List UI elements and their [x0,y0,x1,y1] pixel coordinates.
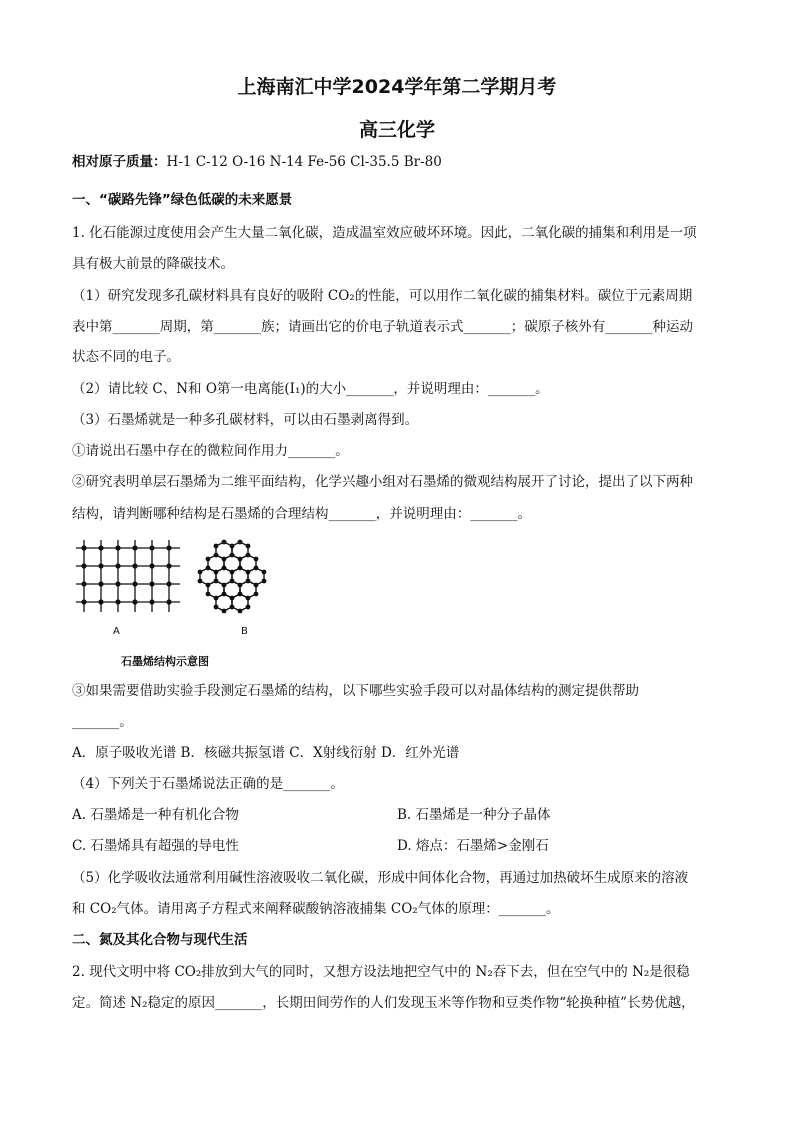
q1-part1-line3: 状态不同的电子。 [72,349,180,365]
figure-b-label: B [241,626,248,637]
q1-part4-option-d: D. 熔点：石墨烯>金刚石 [397,838,549,854]
q1-part4-option-c: C. 石墨烯具有超强的导电性 [72,838,239,854]
q1-part3-sub3-options: A．原子吸收光谱 B．核磁共振氢谱 C．X射线衍射 D．红外光谱 [72,745,460,761]
q1-part3-sub3-line2: _______。 [72,714,133,730]
q2-text-line1: 2. 现代文明中将 CO₂排放到大气的同时，又想方设法地把空气中的 N₂吞下去，但在空气中的 N₂是很稳 [72,964,690,980]
graphene-structure-a-figure [76,540,180,612]
exam-subject: 高三化学 [358,119,435,141]
q1-part4-option-a: A. 石墨烯是一种有机化合物 [72,807,239,823]
section2-heading: 二、氮及其化合物与现代生活 [72,932,248,948]
atomic-mass-line [72,152,722,172]
q1-part5-line1: （5）化学吸收法通常利用碱性溶液吸收二氧化碳，形成中间体化合物，再通过加热破坏生成原来的溶液 [72,870,689,886]
q1-part3-sub1: ①请说出石墨中存在的微粒间作用力_______。 [72,443,349,459]
q1-part2: （2）请比较 C、N和 O第一电离能(I₁)的大小_______，并说明理由：_______。 [72,381,549,397]
section1-heading: 一、“碳路先锋”绿色低碳的未来愿景 [72,192,293,208]
q1-part1-line2: 表中第_______周期，第_______族；请画出它的价电子轨道表示式_______；碳原子核外有_______种运动 [72,319,693,335]
q1-part3-sub2-line2: 结构，请判断哪种结构是石墨烯的合理结构_______，并说明理由：_______。 [72,506,531,522]
q1-part4-option-b: B. 石墨烯是一种分子晶体 [397,807,551,823]
q1-text-line1: 1. 化石能源过度使用会产生大量二氧化碳，造成温室效应破坏环境。因此，二氧化碳的捕集和利用是一项 [72,225,697,241]
q1-part4: （4）下列关于石墨烯说法正确的是_______。 [72,776,344,792]
figure-caption: 石墨烯结构示意图 [121,655,209,668]
q1-part3-sub3-line1: ③如果需要借助实验手段测定石墨烯的结构，以下哪些实验手段可以对晶体结构的测定提供帮助 [72,683,639,699]
figure-a-label: A [113,626,120,637]
q1-part1-line1: （1）研究发现多孔碳材料具有良好的吸附 CO₂的性能，可以用作二氧化碳的捕集材料。碳位于元素周期 [72,288,693,304]
atomic-mass-label: 相对原子质量： [72,154,167,170]
q1-part3: （3）石墨烯就是一种多孔碳材料，可以由石墨剥离得到。 [72,412,419,428]
atomic-mass-values: H-1 C-12 O-16 N-14 Fe-56 Cl-35.5 Br-80 [166,154,442,170]
graphene-structure-b-figure [196,536,278,614]
q2-text-line2: 定。简述 N₂稳定的原因_______，长期田间劳作的人们发现玉米等作物和豆类作物“轮换种植”长势优越， [72,995,695,1011]
q1-part3-sub2-line1: ②研究表明单层石墨烯为二维平面结构，化学兴趣小组对石墨烯的微观结构展开了讨论，提出了以下两种 [72,474,693,490]
q1-text-line2: 具有极大前景的降碳技术。 [72,256,234,272]
exam-title: 上海南汇中学2024学年第二学期月考 [237,76,557,98]
q1-part5-line2: 和 CO₂气体。请用离子方程式来阐释碳酸钠溶液捕集 CO₂气体的原理：_______。 [72,901,560,917]
